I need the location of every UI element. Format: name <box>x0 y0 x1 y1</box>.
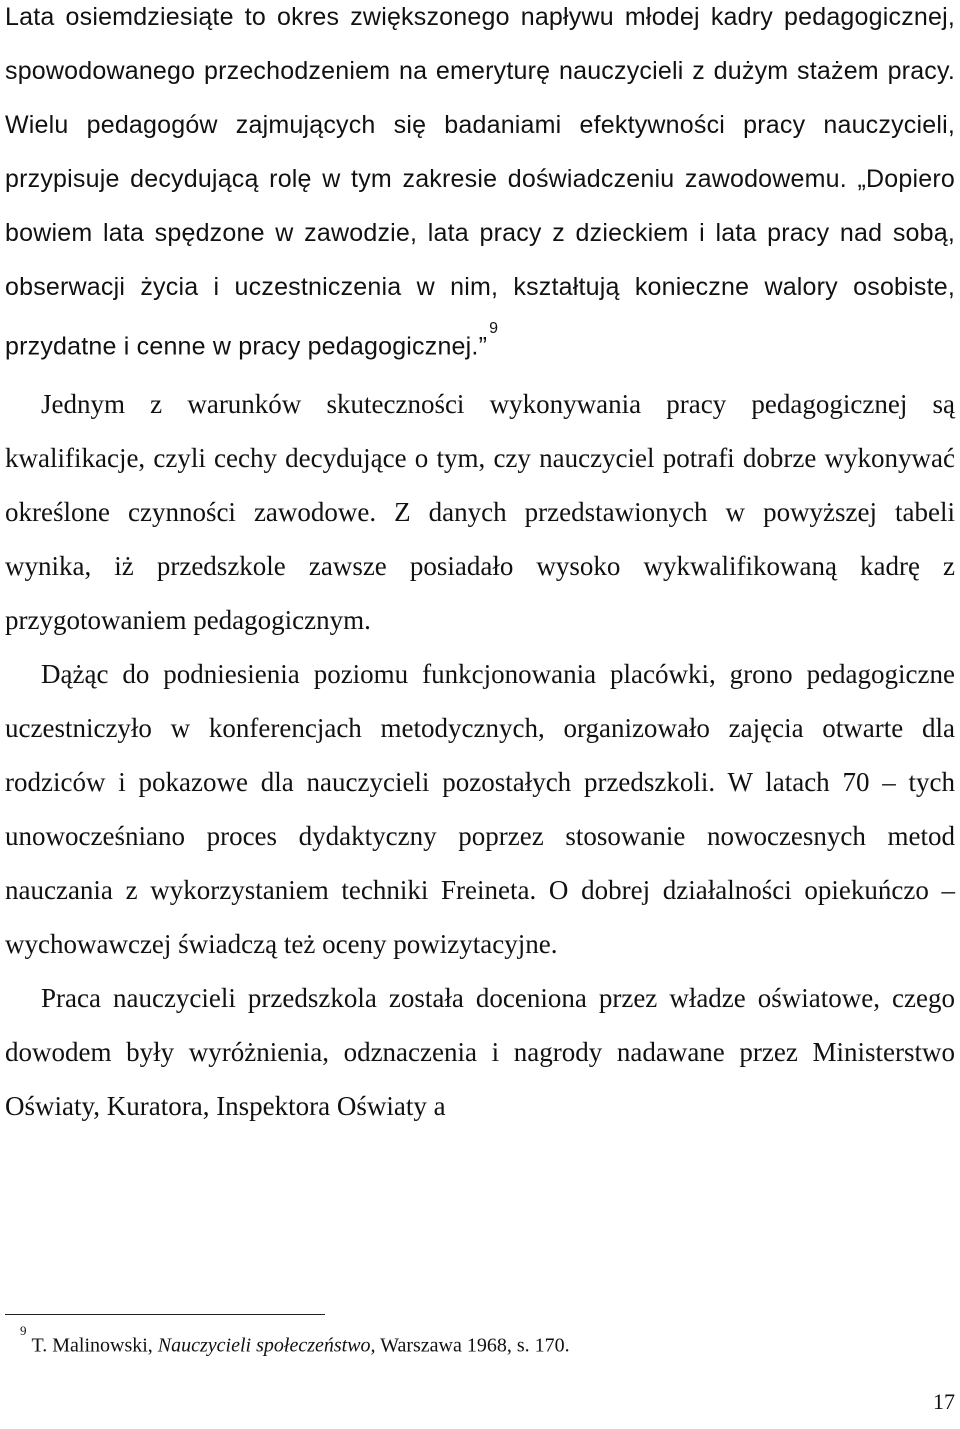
footnote-separator <box>5 1314 325 1315</box>
paragraph-4: Praca nauczycieli przedszkola została doceniona przez władze oświatowe, czego dowodem były wyróżnienia, odznaczenia i nagrody nadawane przez Ministerstwo Oświaty, Kuratora, Inspektora Oświaty a <box>5 983 955 1122</box>
paragraph-2: Jednym z warunków skuteczności wykonywania pracy pedagogicznej są kwalifikacje, czyli cechy decydujące o tym, czy nauczyciel potrafi dobrze wykonywać określone czynności zawodowe. Z danych przedstawionych w powyższej tabeli wynika, iż przedszkole zawsze posiadało wysoko wykwalifikowaną kadrę z przygotowaniem pedagogicznym. <box>5 389 955 636</box>
footnote-title: Nauczycieli społeczeństwo, <box>157 1334 376 1357</box>
footnote-author: T. Malinowski, <box>31 1334 153 1357</box>
paragraph-1-text: Lata osiemdziesiąte to okres zwiększonego napływu młodej kadry pedagogicznej, spowodowanego przechodzeniem na emeryturę nauczycieli z dużym stażem pracy. Wielu pedagogów zajmujących się badaniami efektywności pracy nauczycieli, przypisuje decydującą rolę w tym zakresie doświadczeniu zawodowemu. <box>5 3 955 193</box>
paragraph-1 <box>5 0 955 373</box>
document-body <box>5 0 955 1133</box>
paragraph-3: Dążąc do podniesienia poziomu funkcjonowania placówki, grono pedagogiczne uczestniczyło w konferencjach metodycznych, organizowało zajęcia otwarte dla rodziców i pokazowe dla nauczycieli pozostałych przedszkoli. W latach 70 – tych unowocześniano proces dydaktyczny poprzez stosowanie nowoczesnych metod nauczania z wykorzystaniem techniki Freineta. O dobrej działalności opiekuńczo – wychowawczej świadczą też oceny powizytacyjne. <box>5 659 955 960</box>
footnote-number: 9 <box>20 1323 27 1338</box>
page-number: 17 <box>933 1389 955 1414</box>
footnote <box>20 1323 570 1360</box>
footnote-reference[interactable]: 9 <box>489 320 499 337</box>
footnote-rest: Warszawa 1968, s. 170. <box>380 1334 570 1357</box>
quotation: „Dopiero bowiem lata spędzone w zawodzie, lata pracy z dzieckiem i lata pracy nad sobą, obserwacji życia i uczestniczenia w nim, kształtują konieczne walory osobiste, przydatne i cenne w pracy pedagogicznej.” <box>5 165 955 361</box>
